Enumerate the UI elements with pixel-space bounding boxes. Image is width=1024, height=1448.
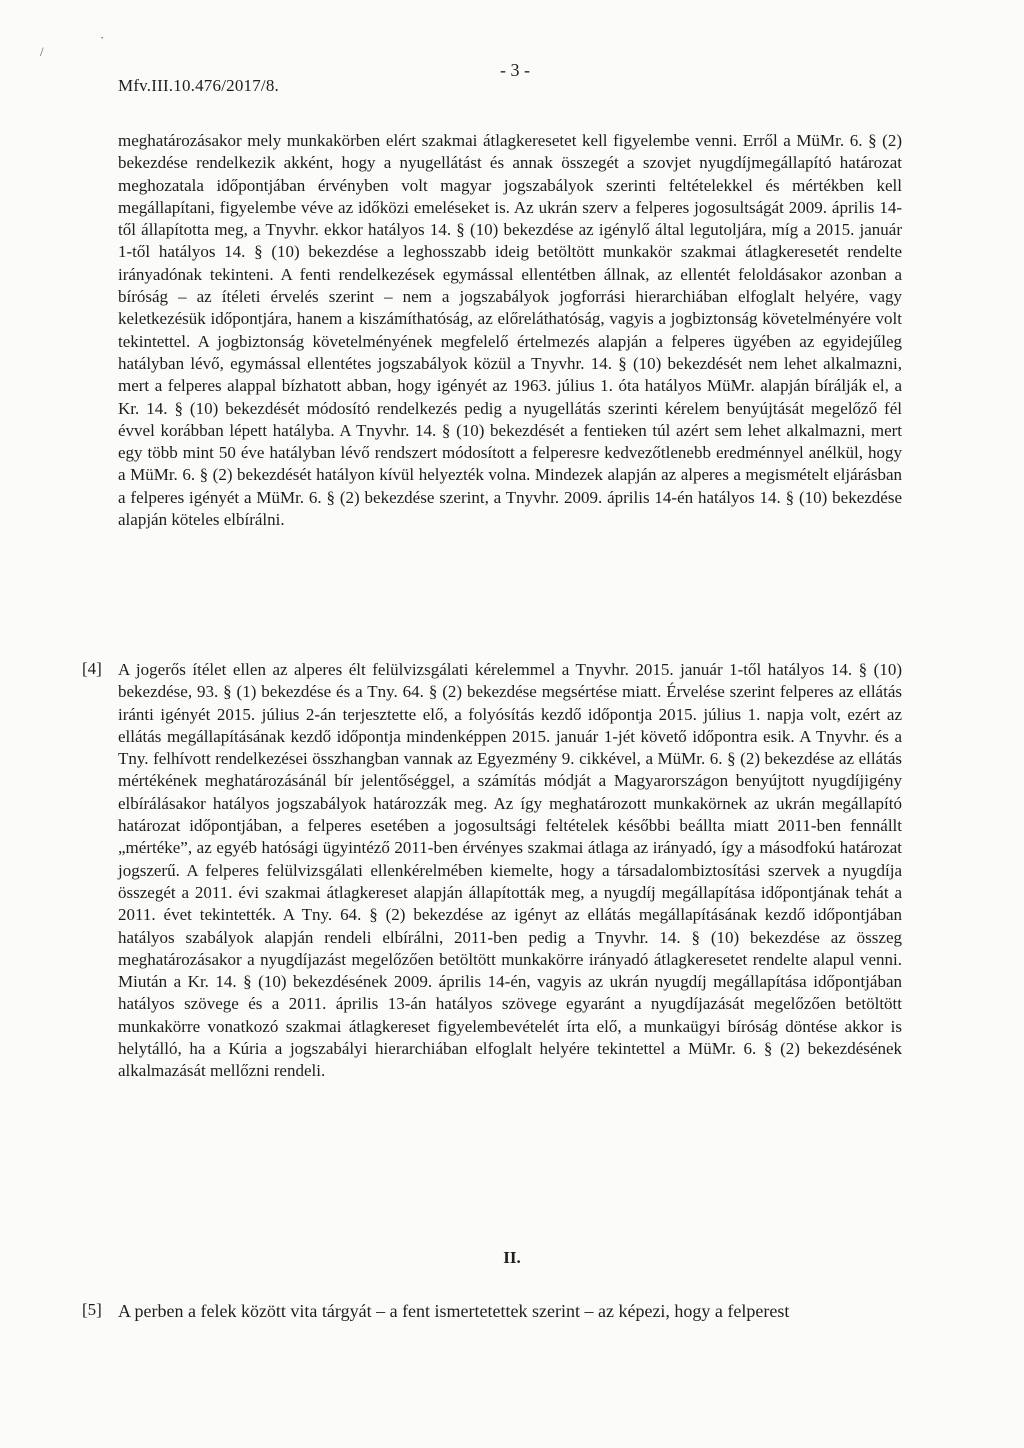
paragraph-continuation [118,130,902,531]
stray-mark: · [100,30,105,45]
paragraph-number: [4] [82,659,102,678]
stray-mark: / [40,44,44,59]
paragraph-text: meghatározásakor mely munkakörben elért szakmai átlagkeresetet kell figyelembe venni. Erről a MüMr. 6. § (2) bekezdése rendelkezik akként, hogy a nyugellátást és annak összegét a szovjet nyugdíjmegállapító határozat meghozatala időpontjában érvényben volt magyar jogszabályok szerinti feltételekkel és mértékben kell megállapítani, figyelembe véve az időközi emeléseket is. Az ukrán szerv a felperes jogosultságát 2009. április 14-től állapította meg, a Tnyvhr. ekkor hatályos 14. § (10) bekezdése az igénylő által legutoljára, míg a 2015. január 1-től hatályos 14. § (10) bekezdése a leghosszabb ideig betöltött munkakör szakmai átlagkeresetét rendelte irányadónak tekinteni. A fenti rendelkezések egymással ellentétben állnak, az ellentét feloldásakor azonban a bíróság – az ítéleti érvelés szerint – nem a jogszabályok jogforrási hierarchiában elfoglalt helyére, vagy keletkezésük időpontjára, hanem a kiszámíthatóság, az előreláthatóság, vagyis a jogbiztonság követelményére volt tekintettel. A jogbiztonság követelményének megfelelő értelmezés alapján a felperes ügyében az egyidejűleg hatályban lévő, egymással ellentétes jogszabályok közül a Tnyvhr. 14. § (10) bekezdését nem lehet alkalmazni, mert a felperes alappal bízhatott abban, hogy igényét az 1963. július 1. óta hatályos MüMr. alapján bírálják el, a Kr. 14. § (10) bekezdését módosító rendelkezés pedig a nyugellátás szerinti kérelem benyújtását megelőző fél évvel korábban lépett hatályba. A Tnyvhr. 14. § (10) bekezdését a fentieken túl azért sem lehet alkalmazni, mert egy több mint 50 éve hatályban lévő rendszert módosított a felperesre kedvezőtlenebb eredménnyel anélkül, hogy a MüMr. 6. § (2) bekezdését hatályon kívül helyezték volna. Mindezek alapján az alperes a megismételt eljárásban a felperes igényét a MüMr. 6. § (2) bekezdése szerint, a Tnyvhr. 2009. április 14-én hatályos 14. § (10) bekezdése alapján köteles elbírálni. [118,131,902,530]
paragraph-4 [118,659,902,1083]
paragraph-text: A jogerős ítélet ellen az alperes élt felülvizsgálati kérelemmel a Tnyvhr. 2015. január 1-től hatályos 14. § (10) bekezdése, 93. § (1) bekezdése és a Tny. 64. § (2) bekezdése megsértése miatt. Érvelése szerint felperes az ellátás iránti igényét 2015. július 2-án terjesztette elő, a folyósítás kezdő időpontja 2015. július 1. napja volt, ezért az ellátás megállapításának kezdő időpontja mindenképpen 2015. január 1-jét követő időpontra esik. A Tnyvhr. és a Tny. felhívott rendelkezései összhangban vannak az Egyezmény 9. cikkével, a MüMr. 6. § (2) bekezdése az ellátás mértékének meghatározásánál bír jelentőséggel, a számítás módját a Magyarországon benyújtott nyugdíjigény elbírálásakor hatályos jogszabályok határozzák meg. Az így meghatározott munkakörnek az ukrán megállapító határozat időpontjában, a felperes esetében a jogosultsági feltételek későbbi beállta miatt 2011-ben fennállt „mértéke”, az egyéb hatósági ügyintéző 2011-ben érvényes szakmai átlaga az irányadó, így a másodfokú határozat jogszerű. A felperes felülvizsgálati ellenkérelmében kiemelte, hogy a társadalombiztosítási szervek a nyugdíja összegét a 2011. évi szakmai átlagkereset alapján állapították meg, a nyugdíj megállapítása időpontjának tehát a 2011. évet tekintették. A Tny. 64. § (2) bekezdése az igényt az ellátás megállapításának kezdő időpontjában hatályos szabályok alapján rendeli elbírálni, 2011-ben pedig a Tnyvhr. 14. § (10) bekezdése az összeg meghatározásakor a nyugdíjazást megelőzően betöltött munkakörre irányadó átlagkeresetet rendelte alapul venni. Miután a Kr. 14. § (10) bekezdésének 2009. április 14-én, vagyis az ukrán nyugdíj megállapítása időpontjában hatályos szövege és a 2011. április 13-án hatályos szövege egyaránt a nyugdíjazását megelőzően betöltött munkakörre vonatkozó szakmai átlagkereset figyelembevételét írta elő, a munkaügyi bíróság döntése akkor is helytálló, ha a Kúria a jogszabályi hierarchiában elfoglalt helyére tekintettel a MüMr. 6. § (2) bekezdésének alkalmazását mellőzni rendeli. [118,660,902,1081]
page-number: - 3 - [500,60,530,80]
paragraph-5 [118,1300,902,1322]
section-heading: II. [503,1248,521,1267]
paragraph-text: A perben a felek között vita tárgyát – a fent ismertetettek szerint – az képezi, hogy a felperest [118,1301,790,1321]
paragraph-number: [5] [82,1300,102,1319]
case-number: Mfv.III.10.476/2017/8. [118,76,280,95]
